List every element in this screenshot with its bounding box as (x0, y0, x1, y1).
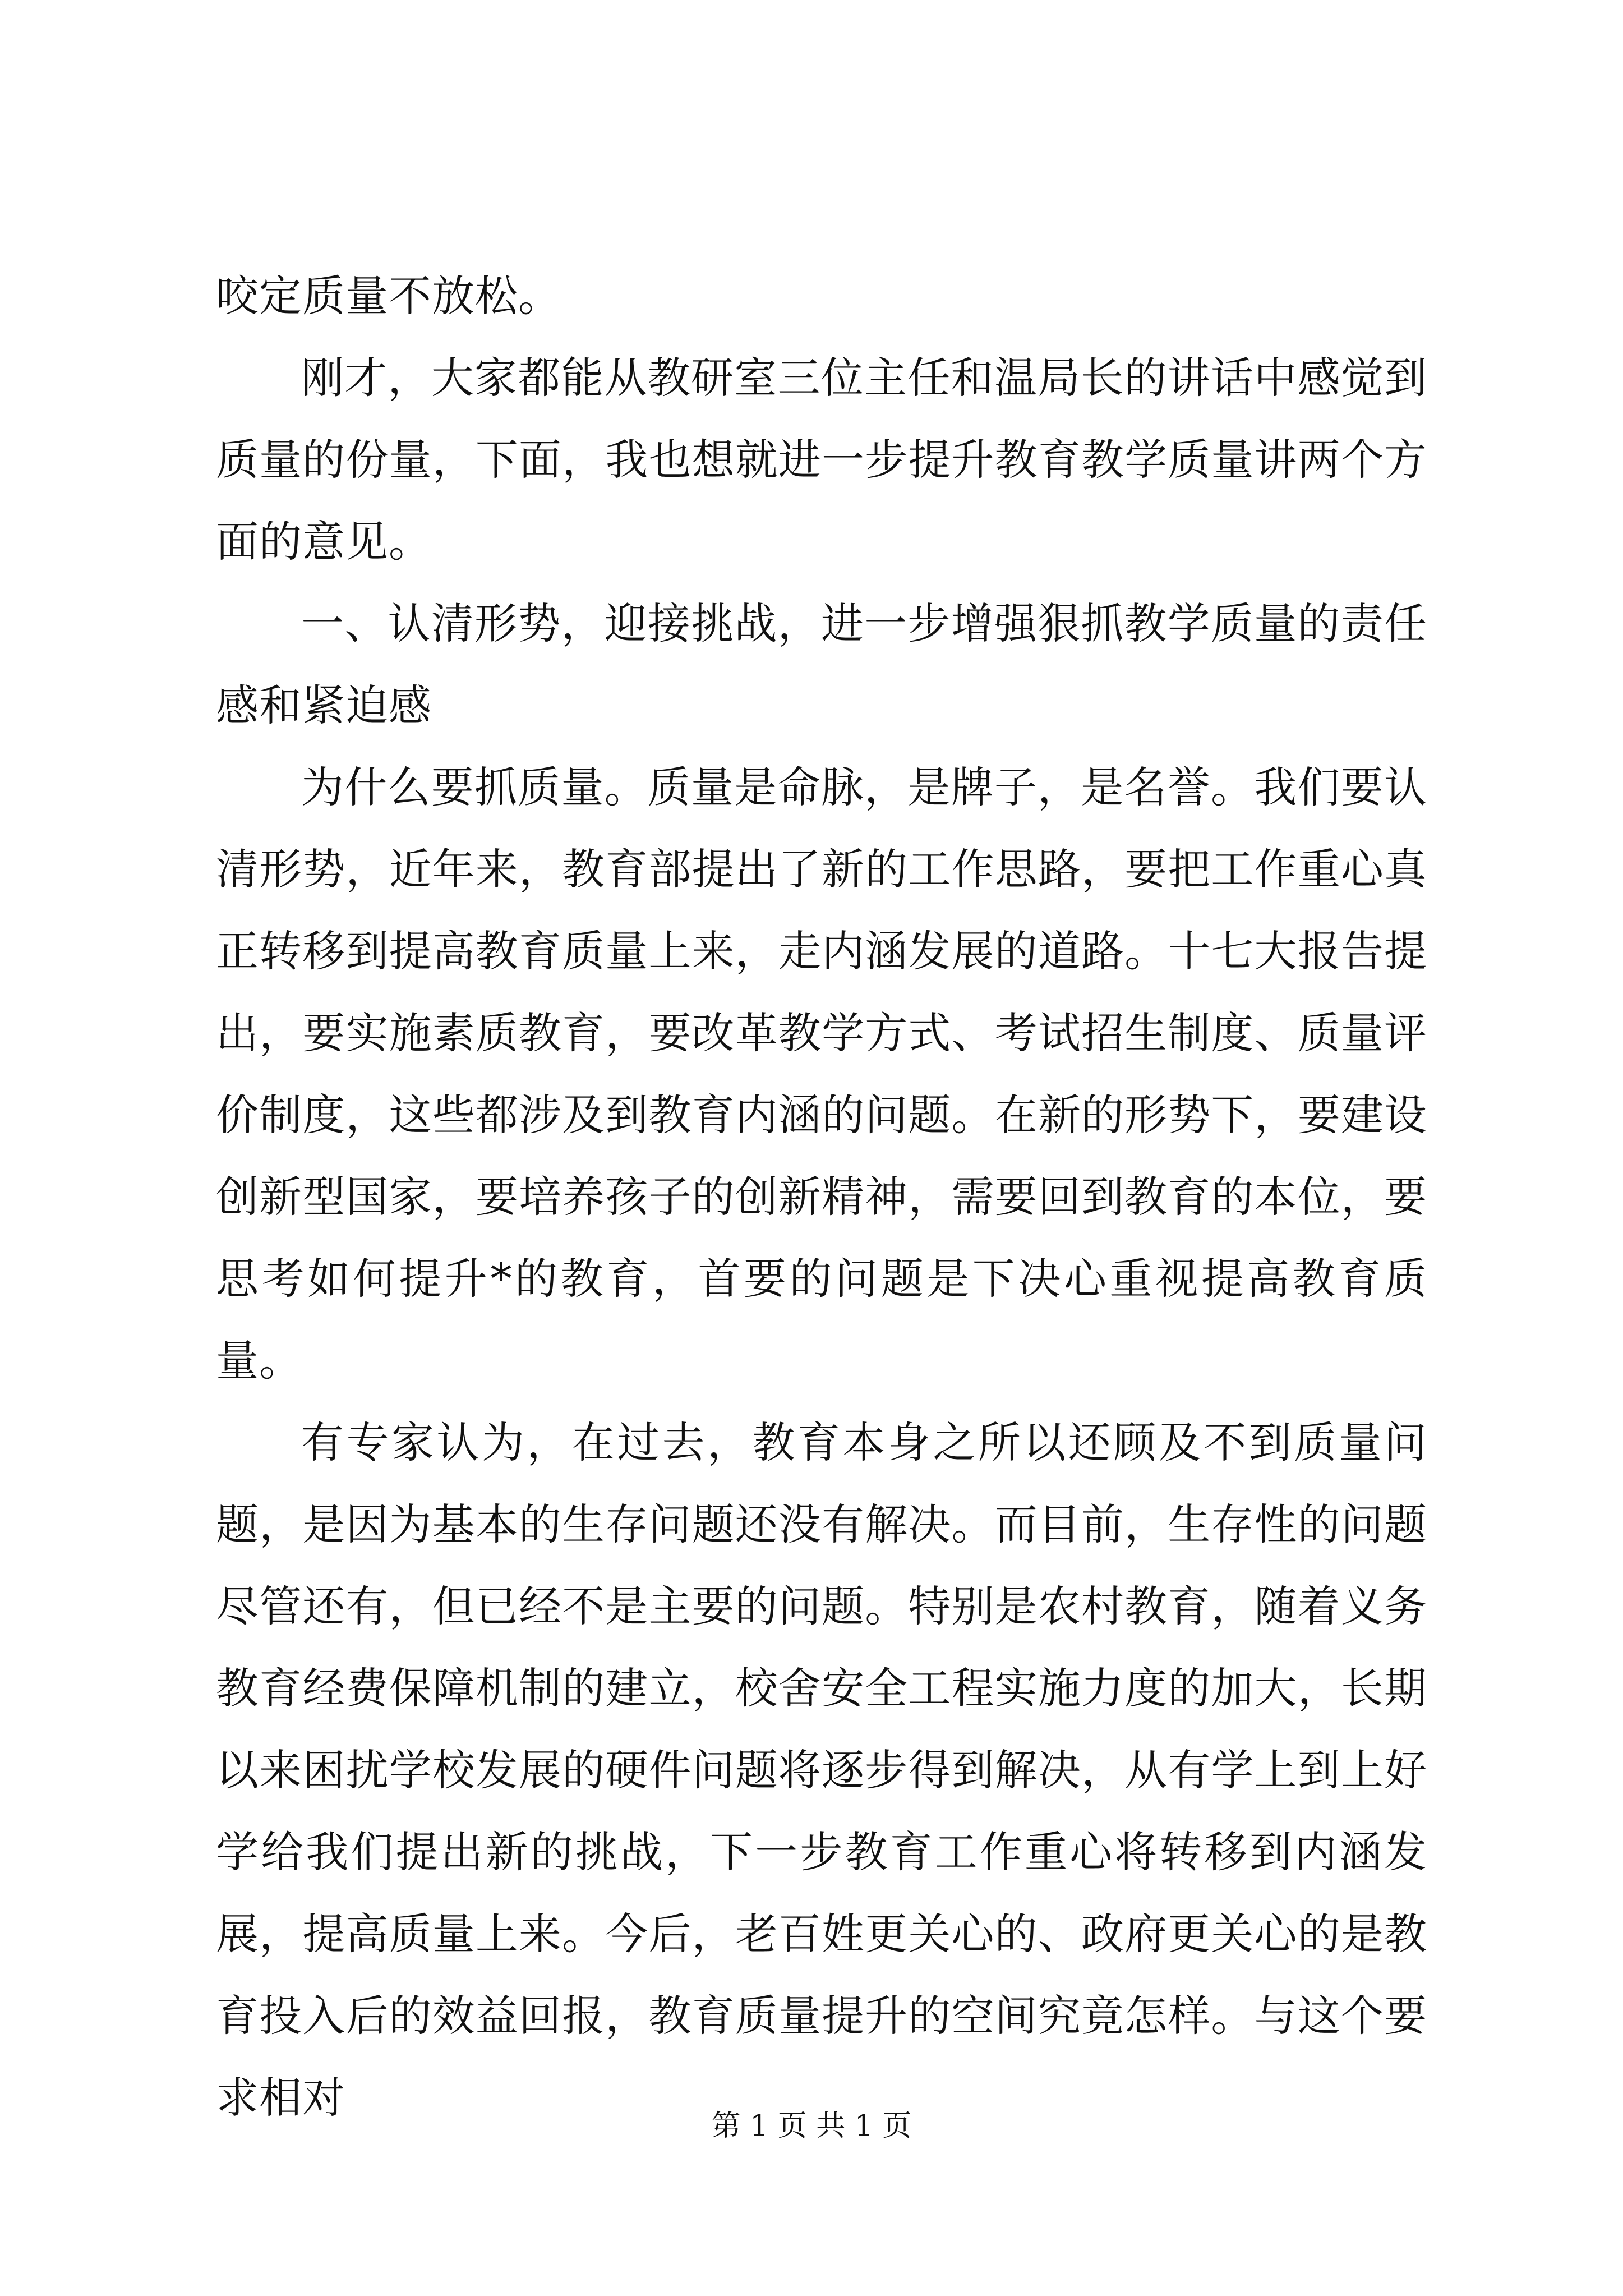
paragraph: 咬定质量不放松。 (216, 271, 561, 321)
page-footer: 第 1 页 共 1 页 (711, 2109, 912, 2143)
paragraph: 有专家认为，在过去，教育本身之所以还顾及不到质量问题，是因为基本的生存问题还没有解决。而目前，生存性的问题尽管还有，但已经不是主要的问题。特别是农村教育，随着义务教育经费保障机制的建立，校舍安全工程实施力度的加大，长期以来困扰学校发展的硬件问题将逐步得到解决，从有学上到上好学给我们提出新的挑战，下一步教育工作重心将转移到内涵发展，提高质量上来。今后，老百姓更关心的、政府更关心的是教育投入后的效益回报，教育质量提升的空间究竟怎样。与这个要求相对 (216, 1418, 1427, 2123)
paragraph: 刚才，大家都能从教研室三位主任和温局长的讲话中感觉到质量的份量，下面，我也想就进一步提升教育教学质量讲两个方面的意见。 (216, 353, 1427, 567)
section-heading: 一、认清形势，迎接挑战，进一步增强狠抓教学质量的责任感和紧迫感 (216, 599, 1427, 730)
document-body (216, 255, 1427, 2139)
paragraph: 为什么要抓质量。质量是命脉，是牌子，是名誉。我们要认清形势，近年来，教育部提出了新的工作思路，要把工作重心真正转移到提高教育质量上来，走内涵发展的道路。十七大报告提出，要实施素质教育，要改革教学方式、考试招生制度、质量评价制度，这些都涉及到教育内涵的问题。在新的形势下，要建设创新型国家，要培养孩子的创新精神，需要回到教育的本位，要思考如何提升*的教育，首要的问题是下决心重视提高教育质量。 (216, 762, 1427, 1386)
